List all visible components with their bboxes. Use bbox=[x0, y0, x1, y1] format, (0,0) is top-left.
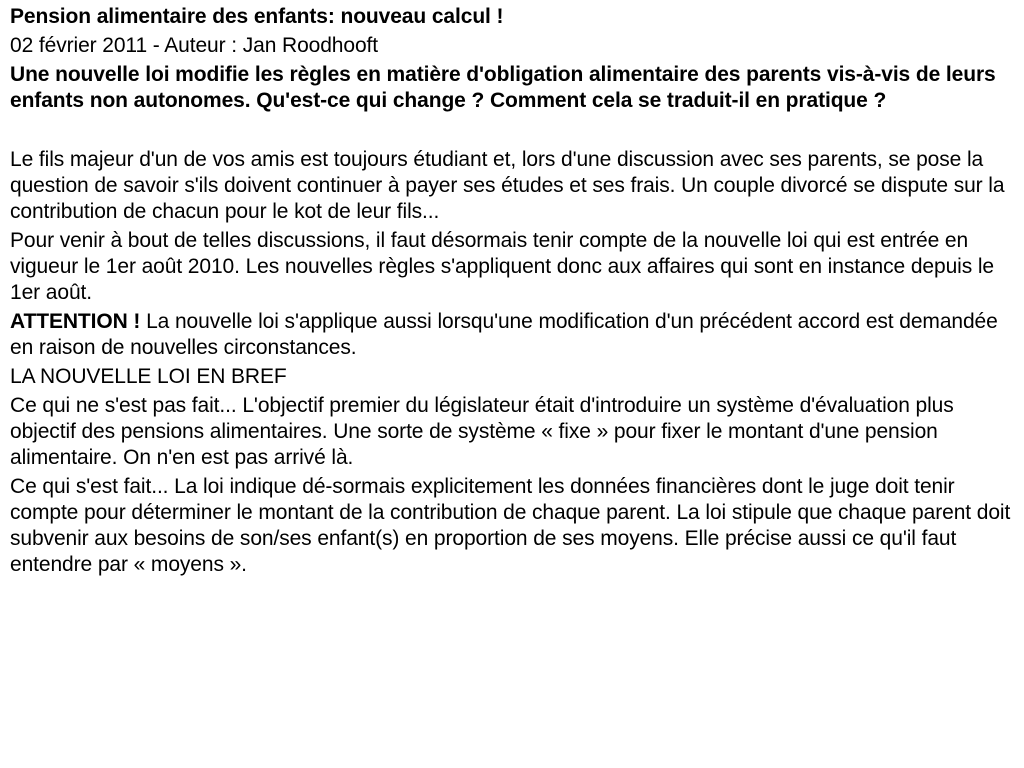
article-title: Pension alimentaire des enfants: nouveau calcul ! bbox=[10, 5, 504, 28]
paragraph-2: Pour venir à bout de telles discussions, il faut désormais tenir compte de la nouvelle loi qui est entrée en vigueur le 1er août 2010. Les nouvelles règles s'appliquent donc aux affaires qui sont en instance depuis le 1er août. bbox=[10, 229, 994, 304]
article-lead: Une nouvelle loi modifie les règles en matière d'obligation alimentaire des parents vis-à-vis de leurs enfants non autonomes. Qu'est-ce qui change ? Comment cela se traduit-il en pratique ? bbox=[10, 63, 996, 112]
article bbox=[10, 4, 1018, 581]
paragraph-4: Ce qui s'est fait... La loi indique dé-sormais explicitement les données financières dont le juge doit tenir compte pour déterminer le montant de la contribution de chaque parent. La loi stipule que chaque parent doit subvenir aux besoins de son/ses enfant(s) en proportion de ses moyens. Elle précise aussi ce qu'il faut entendre par « moyens ». bbox=[10, 475, 1011, 576]
attention-paragraph bbox=[10, 309, 1018, 361]
attention-label: ATTENTION ! bbox=[10, 310, 141, 333]
paragraph-spacer bbox=[10, 117, 1018, 147]
section-heading: LA NOUVELLE LOI EN BREF bbox=[10, 365, 287, 388]
paragraph-1: Le fils majeur d'un de vos amis est toujours étudiant et, lors d'une discussion avec ses parents, se pose la question de savoir s'ils doivent continuer à payer ses études et ses frais. Un couple divorcé se dispute sur la contribution de chacun pour le kot de leur fils... bbox=[10, 148, 1005, 223]
article-byline: 02 février 2011 - Auteur : Jan Roodhooft bbox=[10, 34, 379, 57]
paragraph-3: Ce qui ne s'est pas fait... L'objectif premier du législateur était d'introduire un système d'évaluation plus objectif des pensions alimentaires. Une sorte de système « fixe » pour fixer le montant d'une pension alimentaire. On n'en est pas arrivé là. bbox=[10, 394, 954, 469]
attention-text: La nouvelle loi s'applique aussi lorsqu'une modification d'un précédent accord est demandée en raison de nouvelles circonstances. bbox=[10, 310, 998, 359]
